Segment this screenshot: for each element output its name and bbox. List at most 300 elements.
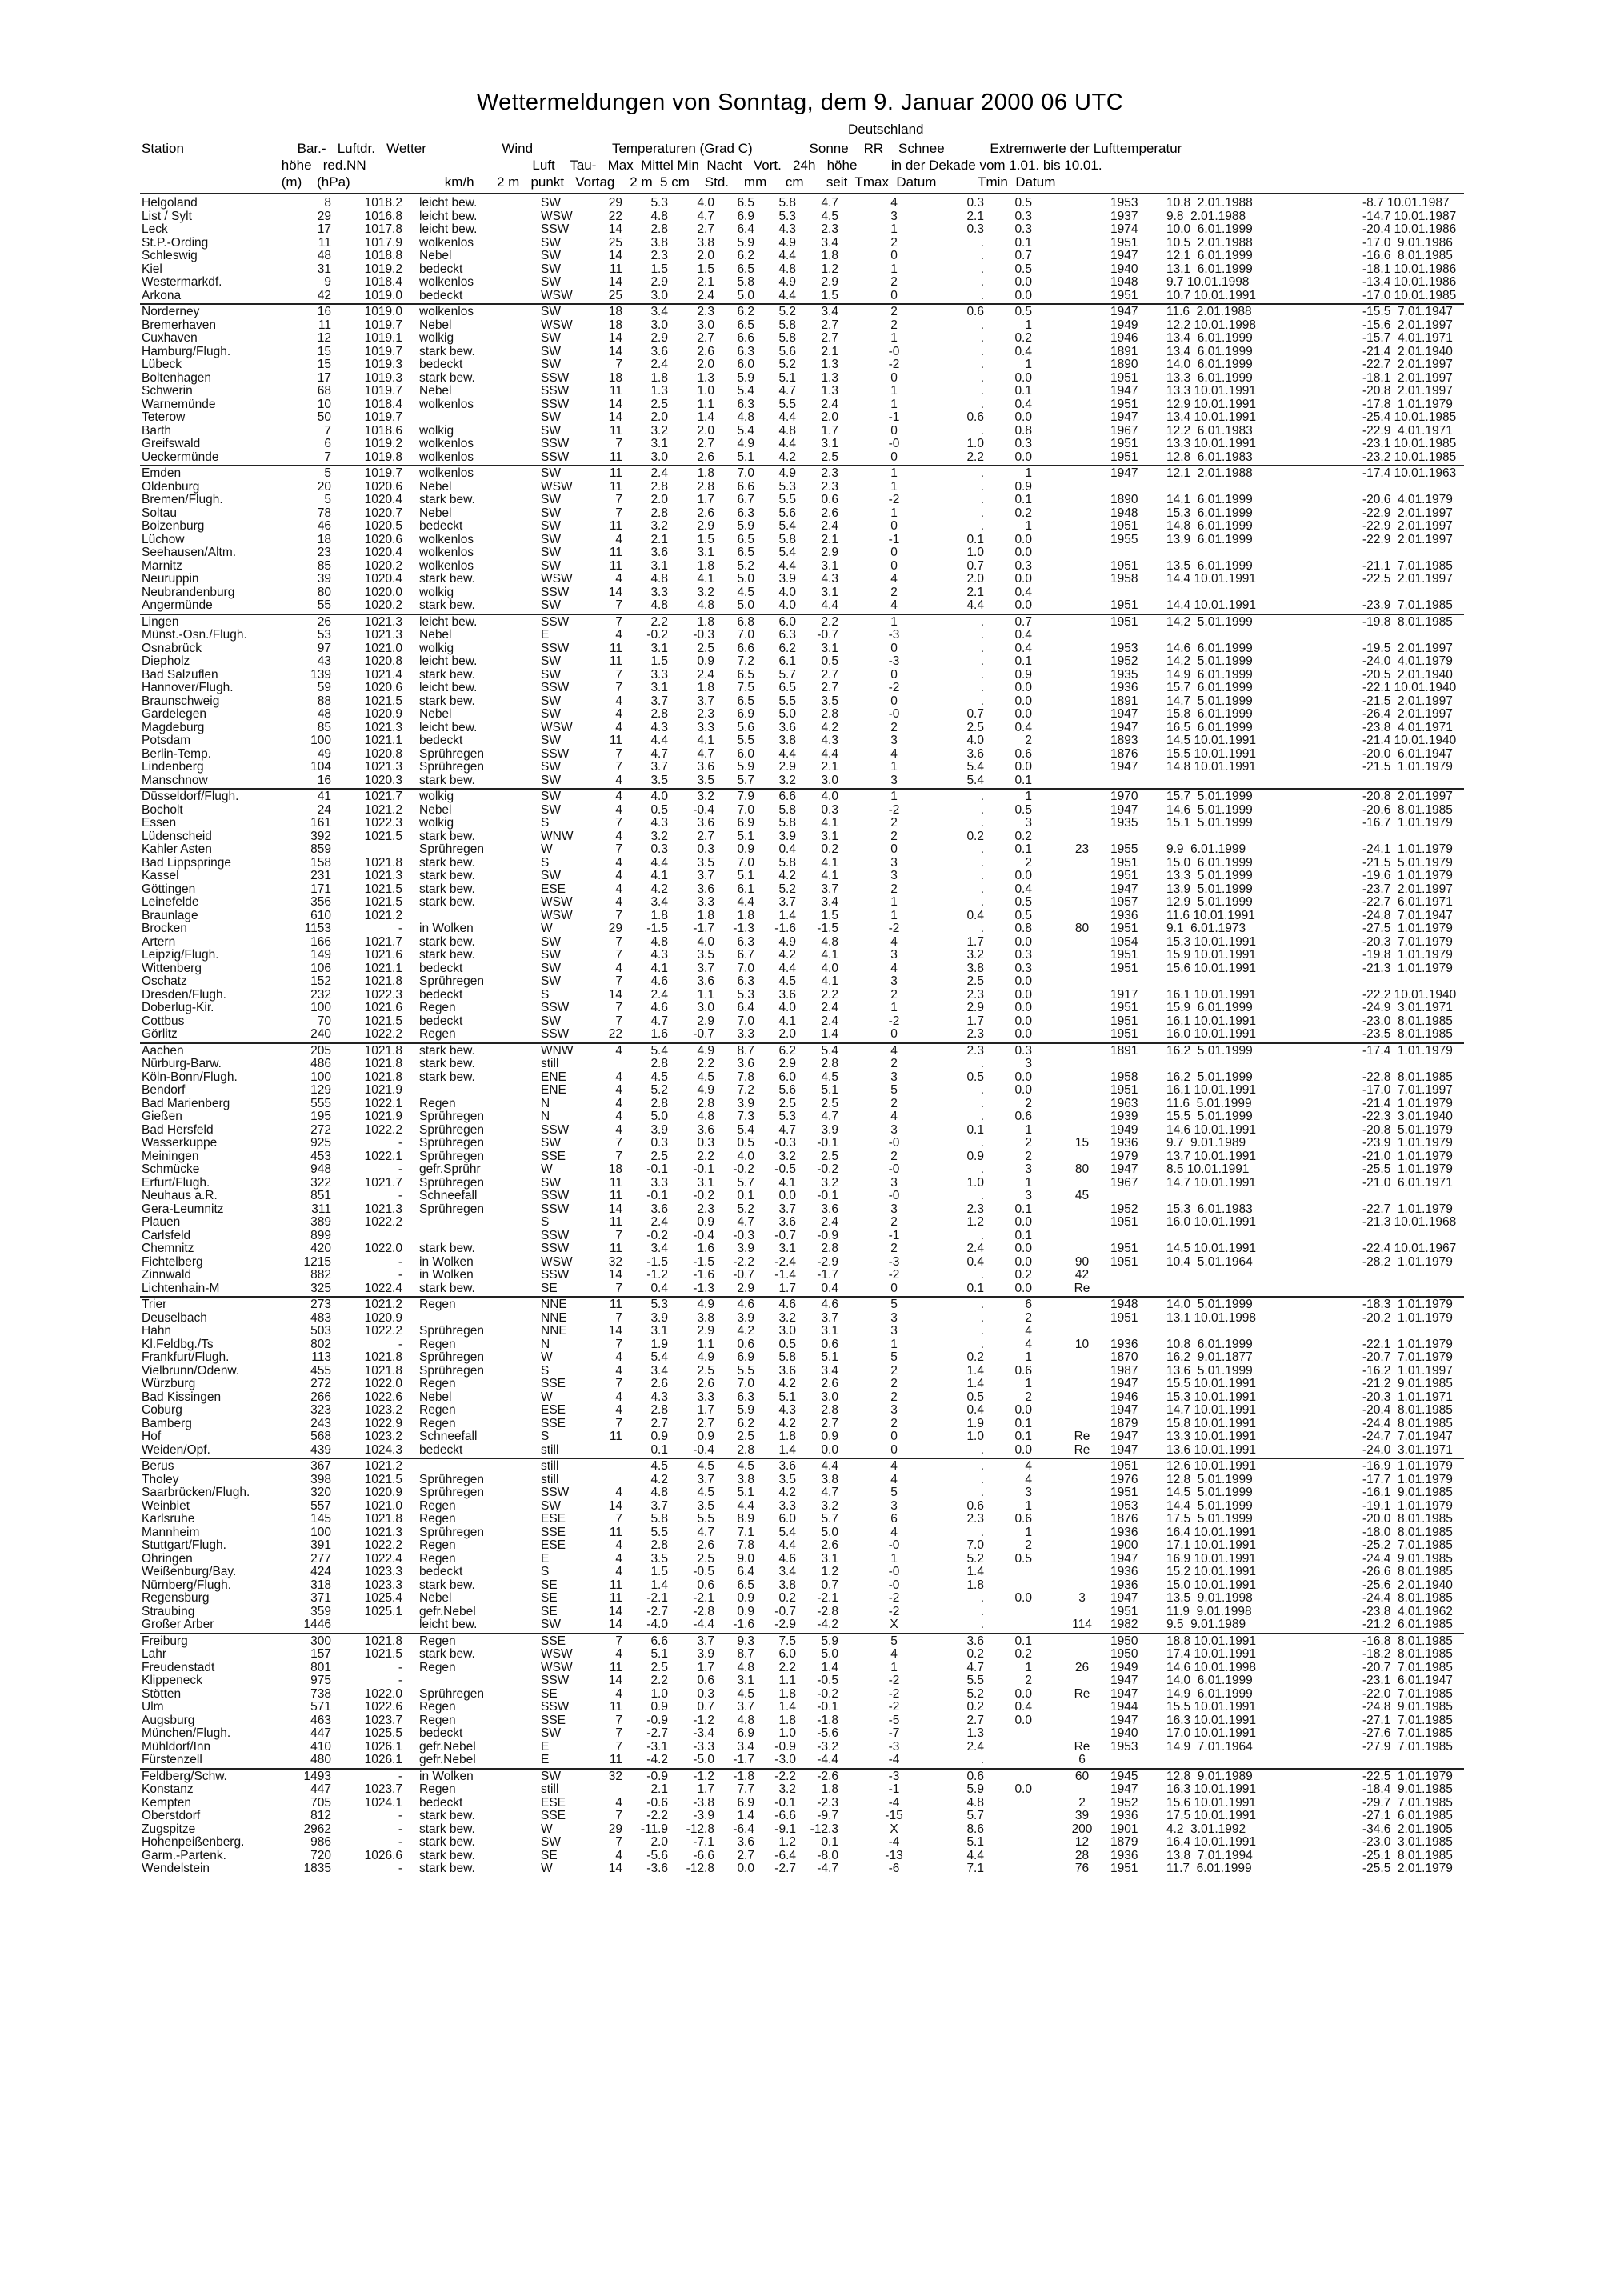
temp-max: 5.1	[737, 1486, 754, 1499]
temp-mean: 3.9	[778, 829, 796, 843]
extreme-tmax: 16.2 5.01.1999	[1166, 1044, 1253, 1058]
temp-min-2m: 2.6	[821, 1538, 838, 1552]
extreme-tmax: 14.8 6.01.1999	[1166, 520, 1253, 533]
wind-direction: SW	[541, 948, 561, 962]
temp-air: 2.0	[650, 410, 668, 424]
precipitation: 0.5	[1014, 1551, 1032, 1566]
station-name: Nürburg-Barw.	[142, 1058, 222, 1070]
station-name: Lüchow	[142, 533, 185, 546]
dew-point: 2.3	[697, 1202, 714, 1216]
temp-air: 3.8	[650, 235, 668, 250]
temp-air: 1.8	[650, 908, 668, 922]
sunshine: 7.0	[966, 1538, 984, 1552]
wind-direction: NNE	[541, 1298, 567, 1311]
temp-max: 6.9	[737, 707, 754, 721]
table-row	[0, 1500, 1600, 1514]
extreme-tmin: -25.2 7.01.1985	[1362, 1539, 1453, 1552]
temp-min-5cm: -1	[888, 1228, 900, 1242]
temp-min-5cm: 0	[890, 1027, 898, 1041]
extreme-tmin: -25.6 2.01.1940	[1362, 1578, 1453, 1592]
temp-air: 3.2	[650, 829, 668, 843]
table-row	[0, 1098, 1600, 1111]
sunshine: 1.2	[966, 1215, 984, 1229]
temp-max: 6.9	[737, 816, 754, 830]
station-height: 356	[310, 895, 331, 909]
sunshine: 0.9	[966, 1149, 984, 1163]
station-height: 948	[310, 1162, 331, 1176]
weather: Nebel	[419, 480, 452, 494]
temp-air: 4.8	[650, 572, 668, 586]
sunshine: 5.7	[966, 1809, 984, 1822]
wind-speed: 22	[608, 209, 622, 223]
table-row	[0, 358, 1600, 372]
record-since: 1936	[1110, 1578, 1138, 1592]
temp-air: -2.2	[646, 1809, 668, 1822]
extreme-tmin: -27.1 7.01.1985	[1362, 1714, 1453, 1727]
dew-point: -0.1	[693, 1162, 714, 1176]
temp-max: 5.4	[737, 384, 754, 398]
wind-speed: 4	[615, 1538, 622, 1552]
wind-speed: 4	[615, 1083, 622, 1097]
temp-min-5cm: 2	[890, 987, 898, 1002]
temp-min-2m: 2.8	[821, 1242, 838, 1255]
temp-min-2m: 4.8	[821, 934, 838, 949]
wind-speed: 11	[609, 1430, 622, 1443]
temp-min-2m: 0.6	[821, 1337, 838, 1351]
temp-mean: -3.0	[774, 1753, 796, 1766]
temp-mean: 5.4	[778, 519, 796, 533]
temp-air: 5.0	[650, 1110, 668, 1123]
temp-air: 0.9	[650, 1700, 668, 1714]
precipitation: 4	[1025, 1324, 1032, 1338]
dew-point: 2.8	[697, 1096, 714, 1110]
temp-mean: 3.2	[778, 773, 796, 787]
extreme-tmin: -21.3 10.01.1968	[1362, 1216, 1457, 1229]
weather: stark bew.	[419, 870, 475, 882]
temp-min-2m: 2.2	[821, 987, 838, 1002]
temp-min-2m: -2.9	[817, 1254, 838, 1269]
precipitation: 0.1	[1014, 1202, 1032, 1216]
record-since: 1951	[1110, 1310, 1138, 1325]
dew-point: 3.8	[697, 235, 714, 250]
extreme-tmax: 12.9 5.01.1999	[1166, 896, 1253, 909]
pressure: 1021.8	[364, 1634, 402, 1648]
temp-max: 7.0	[737, 961, 754, 975]
precipitation: 0.0	[1014, 1442, 1032, 1457]
dew-point: -7.1	[693, 1835, 714, 1849]
record-since: 1947	[1110, 1162, 1138, 1176]
temp-min-2m: 1.2	[821, 1565, 838, 1578]
temp-air: 4.1	[650, 961, 668, 975]
temp-mean: 5.3	[778, 479, 796, 494]
temp-mean: 1.8	[778, 1430, 796, 1443]
station-height: 15	[317, 358, 331, 371]
temp-min-5cm: 3	[890, 974, 898, 988]
wind-speed: 11	[609, 1189, 622, 1202]
wind-direction: SW	[541, 667, 561, 682]
dew-point: -6.6	[693, 1848, 714, 1862]
temp-min-5cm: 4	[890, 934, 898, 949]
sunshine: .	[980, 1228, 984, 1242]
temp-mean: 5.8	[778, 331, 796, 345]
temp-min-2m: 2.5	[821, 1096, 838, 1110]
sunshine: 0.3	[966, 196, 984, 210]
temp-air: 2.8	[650, 1096, 668, 1110]
wind-speed: 22	[608, 1027, 622, 1041]
extreme-tmin: -21.4 1.01.1979	[1362, 1097, 1453, 1110]
precipitation: 1	[1025, 1122, 1032, 1137]
temp-max: 4.0	[737, 1149, 754, 1163]
temp-mean: 0.2	[778, 1591, 796, 1605]
dew-point: 3.5	[697, 948, 714, 962]
sunshine: .	[980, 1189, 984, 1202]
snow-depth: 90	[1074, 1254, 1090, 1269]
table-row	[0, 936, 1600, 950]
wind-speed: 4	[615, 1795, 622, 1810]
weather: Sprühregen	[419, 1110, 485, 1123]
record-since: 1953	[1110, 1498, 1138, 1513]
temp-mean: 5.4	[778, 1525, 796, 1539]
wind-speed: 14	[608, 585, 622, 599]
table-row	[0, 629, 1600, 642]
station-name: Coburg	[142, 1404, 182, 1417]
extreme-tmin: -20.3 1.01.1971	[1362, 1390, 1453, 1404]
extreme-tmax: 14.0 5.01.1999	[1166, 1298, 1253, 1311]
precipitation: 3	[1025, 1057, 1032, 1070]
wind-direction: WNW	[541, 829, 574, 843]
precipitation: 0.0	[1014, 934, 1032, 949]
precipitation: 0.0	[1014, 532, 1032, 546]
record-since: 1947	[1110, 1686, 1138, 1701]
table-row	[0, 1298, 1600, 1312]
pressure: 1021.5	[364, 1014, 402, 1028]
pressure: -	[398, 1136, 402, 1150]
temp-min-2m: -5.6	[817, 1726, 838, 1740]
pressure: -	[398, 1337, 402, 1351]
temp-min-5cm: 1	[890, 479, 898, 494]
weather: Schneefall	[419, 1190, 478, 1202]
temp-min-2m: -0.7	[817, 628, 838, 642]
snow-depth: Re	[1074, 1442, 1090, 1457]
wind-direction: ESE	[541, 1538, 566, 1552]
record-since: 1900	[1110, 1538, 1138, 1552]
temp-mean: 3.6	[778, 987, 796, 1002]
precipitation: 0.0	[1014, 707, 1032, 721]
wind-speed: 4	[615, 1848, 622, 1862]
wind-direction: E	[541, 628, 550, 642]
station-height: 503	[310, 1324, 331, 1338]
extreme-tmin: -13.4 10.01.1986	[1362, 276, 1457, 289]
wind-direction: S	[541, 816, 550, 830]
station-name: Deuselbach	[142, 1311, 207, 1325]
weather: Nebel	[419, 708, 452, 721]
wind-direction: SW	[541, 654, 561, 668]
pressure: -	[398, 1822, 402, 1836]
weather: Sprühregen	[419, 1150, 485, 1163]
wind-direction: SW	[541, 869, 561, 882]
pressure: -	[398, 1862, 402, 1875]
station-height: 41	[317, 790, 331, 803]
station-height: 113	[311, 1350, 331, 1364]
weather: stark bew.	[419, 1070, 475, 1084]
sunshine: 2.1	[966, 209, 984, 223]
temp-max: 6.0	[737, 746, 754, 761]
dew-point: 3.6	[697, 974, 714, 988]
snow-depth: 200	[1071, 1822, 1093, 1836]
extreme-tmin: -15.5 7.01.1947	[1362, 306, 1453, 318]
temp-max: 6.1	[737, 882, 754, 896]
station-name: Meiningen	[142, 1150, 199, 1163]
table-row	[0, 1539, 1600, 1553]
temp-max: 5.0	[737, 572, 754, 586]
wind-speed: 14	[608, 397, 622, 411]
wind-direction: SW	[541, 734, 561, 747]
temp-min-5cm: -2	[888, 493, 900, 506]
weather: bedeckt	[419, 988, 463, 1002]
table-row	[0, 761, 1600, 774]
temp-min-2m: 3.4	[821, 235, 838, 250]
record-since: 1947	[1110, 802, 1138, 817]
sunshine: .	[980, 344, 984, 358]
temp-min-2m: 4.6	[821, 1298, 838, 1311]
temp-max: 7.2	[737, 1083, 754, 1097]
pressure: 1023.3	[364, 1578, 402, 1592]
station-name: Greifswald	[142, 438, 201, 450]
sunshine: 2.0	[966, 572, 984, 586]
wind-speed: 7	[615, 681, 622, 694]
temp-max: 6.4	[737, 1001, 754, 1014]
table-row	[0, 883, 1600, 897]
sunshine: 0.7	[966, 558, 984, 573]
wind-speed: 4	[615, 855, 622, 870]
sunshine: .	[980, 816, 984, 830]
station-name: List / Sylt	[142, 210, 192, 223]
snow-depth: 2	[1078, 1795, 1086, 1810]
temp-mean: 4.4	[778, 437, 796, 450]
sunshine: 0.6	[966, 1769, 984, 1783]
record-since: 1979	[1110, 1149, 1138, 1163]
record-since: 1876	[1110, 1512, 1138, 1526]
precipitation: 0.0	[1014, 1403, 1032, 1417]
station-name: Norderney	[142, 306, 200, 318]
wind-direction: SW	[541, 275, 561, 289]
station-name: Neubrandenburg	[142, 586, 235, 599]
temp-min-2m: 2.4	[821, 1014, 838, 1028]
temp-max: 3.3	[737, 1027, 754, 1041]
station-name: Wendelstein	[142, 1862, 210, 1875]
extreme-tmax: 15.3 6.01.1999	[1166, 506, 1253, 520]
wind-direction: SSE	[541, 1809, 566, 1822]
temp-min-5cm: -0	[888, 707, 900, 721]
wind-direction: SW	[541, 760, 561, 774]
weather: gefr.Nebel	[419, 1740, 476, 1754]
temp-air: 3.6	[650, 344, 668, 358]
wind-speed: 11	[609, 1578, 622, 1592]
extreme-tmax: 12.8 9.01.1989	[1166, 1770, 1253, 1783]
station-name: Düsseldorf/Flugh.	[142, 790, 239, 803]
record-since: 1951	[1110, 1027, 1138, 1041]
pressure: 1021.8	[364, 974, 402, 988]
dew-point: 3.5	[697, 773, 714, 787]
extreme-tmax: 16.4 10.01.1991	[1166, 1526, 1257, 1539]
extreme-tmax: 14.1 6.01.1999	[1166, 494, 1253, 506]
extreme-tmax: 12.8 6.01.1983	[1166, 450, 1253, 464]
temp-max: 6.6	[737, 641, 754, 655]
weather: stark bew.	[419, 1836, 475, 1849]
temp-air: 3.4	[650, 895, 668, 909]
precipitation: 0.5	[1014, 895, 1032, 909]
temp-max: 4.5	[737, 585, 754, 599]
temp-mean: 3.6	[778, 1459, 796, 1473]
dew-point: 3.1	[697, 546, 714, 559]
record-since: 1953	[1110, 196, 1138, 210]
temp-mean: 6.2	[778, 641, 796, 655]
temp-air: 4.3	[650, 720, 668, 734]
station-height: 23	[317, 546, 331, 559]
temp-min-2m: 5.9	[821, 1634, 838, 1648]
weather: Nebel	[419, 1390, 452, 1404]
dew-point: -3.8	[693, 1795, 714, 1810]
extreme-tmin: -21.2 6.01.1985	[1362, 1618, 1453, 1631]
temp-max: 5.5	[737, 1363, 754, 1378]
extreme-tmax: 15.5 10.01.1991	[1166, 1701, 1257, 1714]
sunshine: 5.5	[966, 1674, 984, 1687]
temp-max: 5.6	[737, 720, 754, 734]
pressure: 1019.7	[364, 344, 402, 358]
temp-min-2m: 2.7	[821, 331, 838, 345]
weather: stark bew.	[419, 774, 475, 787]
dew-point: 2.3	[697, 305, 714, 318]
precipitation: 0.0	[1014, 275, 1032, 289]
temp-max: 6.3	[737, 1390, 754, 1404]
wind-speed: 11	[609, 546, 622, 559]
temp-min-5cm: -0	[888, 1538, 900, 1552]
temp-air: 2.8	[650, 1403, 668, 1417]
dew-point: 3.9	[697, 1647, 714, 1661]
sunshine: .	[980, 842, 984, 856]
pressure: 1023.2	[364, 1403, 402, 1417]
temp-min-5cm: 2	[890, 275, 898, 289]
wind-speed: 7	[615, 1310, 622, 1325]
temp-min-2m: 4.7	[821, 1110, 838, 1123]
dew-point: 4.7	[697, 746, 714, 761]
precipitation: 0.2	[1014, 506, 1032, 520]
extreme-tmax: 14.7 10.01.1991	[1166, 1176, 1257, 1190]
station-name: Neuruppin	[142, 573, 199, 586]
record-since: 1947	[1110, 1713, 1138, 1727]
sunshine: .	[980, 1324, 984, 1338]
wind-direction: SE	[541, 1591, 558, 1605]
dew-point: 3.2	[697, 585, 714, 599]
temp-air: 0.1	[650, 1442, 668, 1457]
snow-depth: 28	[1074, 1848, 1090, 1862]
temp-max: 6.5	[737, 196, 754, 210]
weather: stark bew.	[419, 896, 475, 909]
station-height: 59	[317, 681, 331, 694]
table-row	[0, 411, 1600, 425]
temp-air: 2.8	[650, 222, 668, 236]
wind-direction: SW	[541, 196, 561, 210]
dew-point: 2.7	[697, 437, 714, 450]
sunshine: .	[980, 922, 984, 935]
station-height: 49	[317, 746, 331, 761]
temp-air: 4.2	[650, 882, 668, 896]
weather: stark bew.	[419, 1058, 475, 1070]
station-name: Bad Hersfeld	[142, 1123, 214, 1137]
table-row	[0, 560, 1600, 574]
sunshine: 4.8	[966, 1795, 984, 1810]
pressure: -	[398, 1835, 402, 1849]
dew-point: 4.5	[697, 1070, 714, 1084]
station-name: Göttingen	[142, 882, 196, 896]
temp-air: -0.6	[646, 1795, 668, 1810]
weather: stark bew.	[419, 1810, 475, 1822]
temp-max: 5.3	[737, 987, 754, 1002]
temp-max: 2.9	[737, 1281, 754, 1295]
sunshine: .	[980, 275, 984, 289]
weather: Nebel	[419, 318, 452, 332]
table-row	[0, 1674, 1600, 1688]
temp-max: 6.5	[737, 667, 754, 682]
station-height: 463	[310, 1713, 331, 1727]
dew-point: 1.7	[697, 1782, 714, 1796]
station-name: Braunschweig	[142, 694, 220, 708]
pressure: 1022.4	[364, 1281, 402, 1295]
extreme-tmin: -26.4 2.01.1997	[1362, 708, 1453, 721]
weather: stark bew.	[419, 830, 475, 843]
temp-min-5cm: -3	[888, 1254, 900, 1269]
table-row	[0, 949, 1600, 962]
extreme-tmax: 11.6 10.01.1991	[1166, 909, 1255, 922]
temp-air: 3.0	[650, 288, 668, 302]
station-name: Bremen/Flugh.	[142, 494, 223, 506]
extreme-tmin: -19.8 1.01.1979	[1362, 949, 1453, 962]
station-name: Bad Lippspringe	[142, 856, 232, 870]
table-row	[0, 1566, 1600, 1579]
table-row	[0, 774, 1600, 788]
table-row	[0, 599, 1600, 613]
extreme-tmax: 15.7 5.01.1999	[1166, 790, 1253, 803]
sunshine: .	[980, 318, 984, 332]
temp-min-5cm: 3	[890, 1310, 898, 1325]
temp-min-5cm: -0	[888, 1162, 900, 1176]
temp-air: 2.4	[650, 358, 668, 371]
temp-min-2m: 1.3	[821, 370, 838, 385]
station-name: Hohenpeißenberg.	[142, 1836, 245, 1849]
dew-point: 4.5	[697, 1459, 714, 1473]
temp-mean: 4.7	[778, 384, 796, 398]
dew-point: 5.5	[697, 1512, 714, 1526]
temp-air: 2.0	[650, 1835, 668, 1849]
sunshine: 5.4	[966, 773, 984, 787]
temp-max: 6.5	[737, 694, 754, 708]
dew-point: 1.0	[697, 384, 714, 398]
station-height: 899	[310, 1228, 331, 1242]
precipitation: 0.7	[1014, 249, 1032, 262]
record-since: 1958	[1110, 1070, 1138, 1084]
wind-direction: SSW	[541, 614, 570, 629]
temp-min-2m: -0.2	[817, 1162, 838, 1176]
weather: bedeckt	[419, 289, 463, 302]
record-since: 1952	[1110, 654, 1138, 668]
snow-depth: Re	[1074, 1739, 1090, 1754]
pressure: 1022.9	[364, 1416, 402, 1430]
table-row	[0, 1312, 1600, 1326]
column-header-line-3: (m) (hPa) km/h 2 m punkt Vortag 2 m 5 cm Std. mm cm seit Tmax Datum Tmin Datum	[142, 174, 1056, 190]
temp-max: 9.0	[737, 1551, 754, 1566]
temp-mean: 4.2	[778, 869, 796, 882]
temp-min-2m: -0.1	[817, 1700, 838, 1714]
